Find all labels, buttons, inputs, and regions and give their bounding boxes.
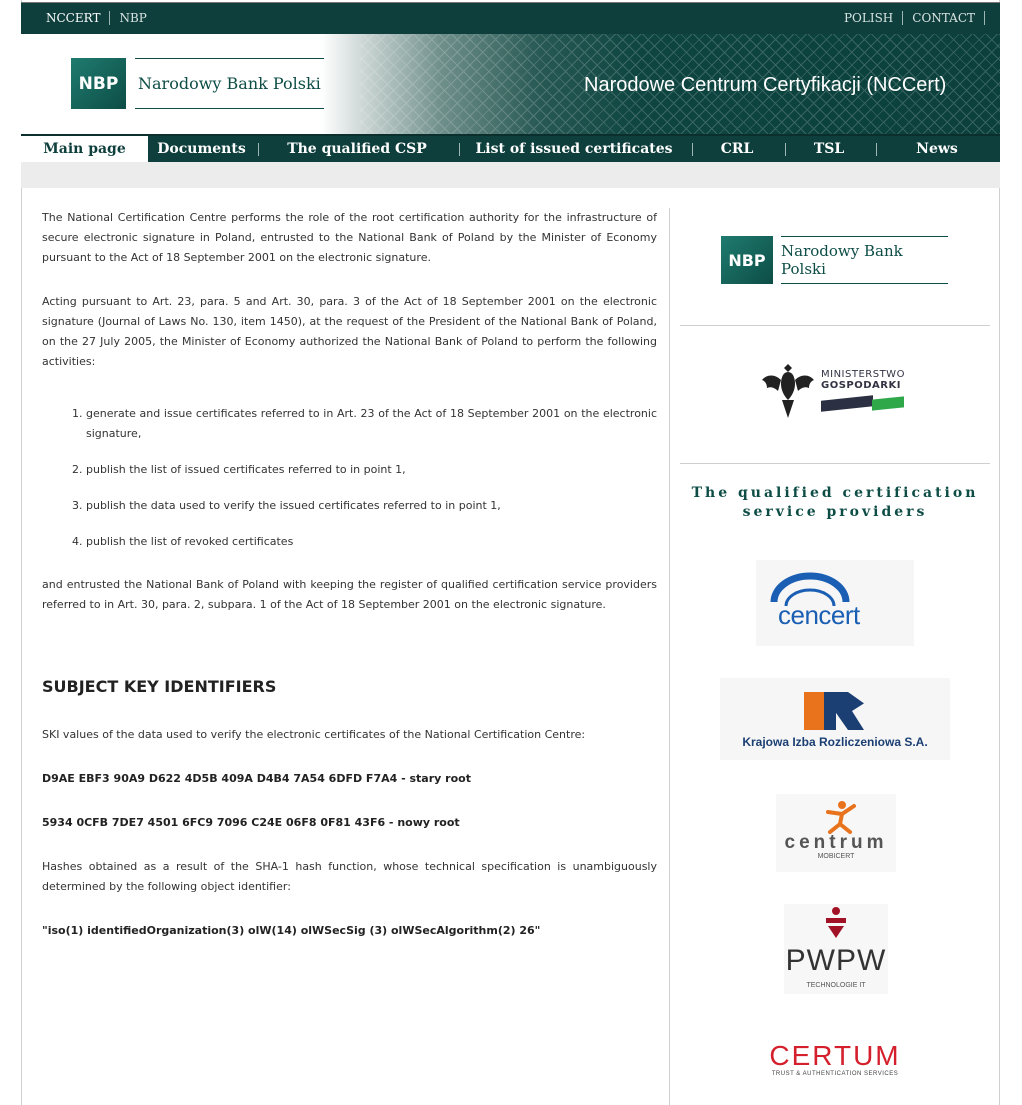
main-nav xyxy=(21,134,1000,162)
nbp-logo-name: Narodowy Bank Polski xyxy=(135,58,324,109)
topbar-link-nccert[interactable]: NCCERT xyxy=(46,11,110,25)
tab-issued-certificates[interactable]: List of issued certificates xyxy=(475,141,673,157)
ministry-line1: MINISTERSTWO xyxy=(821,369,905,380)
pwpw-subtitle: TECHNOLOGIE IT xyxy=(806,982,866,989)
list-item: 1. generate and issue certificates referred to in Art. 23 of the Act of 18 September 2001 on the electronic signature, xyxy=(86,404,657,444)
qualified-providers-heading: The qualified certification service providers xyxy=(691,485,979,520)
certum-subtitle: TRUST & AUTHENTICATION SERVICES xyxy=(771,1071,899,1077)
ski-new-root: 5934 0CFB 7DE7 4501 6FC9 7096 C24E 06F8 0F81 43F6 - nowy root xyxy=(42,816,460,829)
centrum-figure-icon xyxy=(820,800,860,834)
cencert-logo[interactable] xyxy=(756,560,914,646)
ski-intro: SKI values of the data used to verify the electronic certificates of the National Certification Centre: xyxy=(42,728,586,741)
kir-mark-blue xyxy=(824,692,864,730)
topbar-link-nbp[interactable]: NBP xyxy=(119,11,147,25)
topbar-link-contact[interactable]: CONTACT xyxy=(903,11,985,25)
eagle-emblem-icon xyxy=(760,360,816,422)
site-title: Narodowe Centrum Certyfikacji (NCCert) xyxy=(584,74,947,96)
sidebar-nbp-logo[interactable] xyxy=(721,236,948,284)
sidebar-divider xyxy=(680,463,990,464)
ministry-logo[interactable] xyxy=(760,360,910,422)
cencert-wordmark: cencert xyxy=(778,600,860,630)
mobicert-label: MOBICERT xyxy=(817,853,855,860)
hash-paragraph: Hashes obtained as a result of the SHA-1 hash function, whose technical specification is unambiguously determined by the following object identifier: xyxy=(42,860,657,893)
register-paragraph: and entrusted the National Bank of Poland with keeping the register of qualified certification service providers referred to in Art. 30, para. 2, subpara. 1 of the Act of 18 September 2001 on the electronic signature. xyxy=(42,578,657,611)
pwpw-emblem-icon xyxy=(824,906,848,942)
authorization-paragraph: Acting pursuant to Art. 23, para. 5 and Art. 30, para. 3 of the Act of 18 September 2001 on the electronic signature (Journal of Laws No. 130, item 1450), at the request of the President of the National Bank of Poland, on the 27 July 2005, the Minister of Economy authorized the National Bank of Poland to perform the following activities: xyxy=(42,295,657,368)
kir-logo[interactable] xyxy=(720,678,950,760)
tab-qualified-csp[interactable]: The qualified CSP xyxy=(287,141,427,157)
list-item: 2. publish the list of issued certificates referred to in point 1, xyxy=(86,460,657,480)
ski-old-root: D9AE EBF3 90A9 D622 4D5B 409A D4B4 7A54 6DFD F7A4 - stary root xyxy=(42,772,471,785)
list-item: 4. publish the list of revoked certificates xyxy=(86,532,657,552)
certum-logo[interactable] xyxy=(756,1040,914,1084)
pwpw-logo[interactable] xyxy=(784,904,888,994)
column-divider xyxy=(669,208,670,1105)
pwpw-wordmark: PWPW xyxy=(785,944,887,977)
sidebar-divider xyxy=(680,325,990,326)
tab-crl[interactable]: CRL xyxy=(720,141,754,157)
nav-separator xyxy=(459,143,460,156)
main-content xyxy=(42,208,657,941)
top-bar-right xyxy=(835,11,985,25)
nav-separator xyxy=(876,143,877,156)
sub-bar xyxy=(21,162,1000,188)
tab-tsl[interactable]: TSL xyxy=(813,141,845,157)
tab-news[interactable]: News xyxy=(916,141,958,157)
kir-mark-icon xyxy=(804,692,866,730)
activities-list xyxy=(42,404,657,552)
top-bar-left xyxy=(46,11,156,25)
ministry-stripe-dark xyxy=(821,395,873,411)
nbp-logo-mark: NBP xyxy=(71,58,126,109)
intro-paragraph: The National Certification Centre performs the role of the root certification authority for the infrastructure of secure electronic signature in Poland, entrusted to the National Bank of Poland by the Minister of Economy pursuant to the Act of 18 September 2001 on the electronic signature. xyxy=(42,211,657,264)
object-identifier: "iso(1) identifiedOrganization(3) olW(14) olWSecSig (3) olWSecAlgorithm(2) 26" xyxy=(42,924,541,937)
certum-wordmark: CERTUM xyxy=(769,1040,901,1071)
nav-separator xyxy=(785,143,786,156)
ministry-line2: GOSPODARKI xyxy=(821,380,901,391)
list-item: 3. publish the data used to verify the issued certificates referred to in point 1, xyxy=(86,496,657,516)
kir-name: Krajowa Izba Rozliczeniowa S.A. xyxy=(742,735,928,749)
sidebar-nbp-name: Narodowy Bank Polski xyxy=(781,236,948,284)
ministry-stripe-green xyxy=(872,396,904,410)
top-bar xyxy=(21,2,1000,34)
nav-separator xyxy=(692,143,693,156)
sidebar-nbp-mark: NBP xyxy=(721,236,773,284)
header-banner xyxy=(21,34,1000,134)
centrum-logo[interactable] xyxy=(776,794,896,872)
nav-separator xyxy=(258,143,259,156)
tab-main-page[interactable]: Main page xyxy=(21,136,148,162)
topbar-link-polish[interactable]: POLISH xyxy=(835,11,903,25)
tab-documents[interactable]: Documents xyxy=(157,141,246,157)
centrum-wordmark: centrum xyxy=(784,832,888,853)
nbp-logo[interactable] xyxy=(71,58,324,109)
ski-heading: SUBJECT KEY IDENTIFIERS xyxy=(42,677,277,696)
